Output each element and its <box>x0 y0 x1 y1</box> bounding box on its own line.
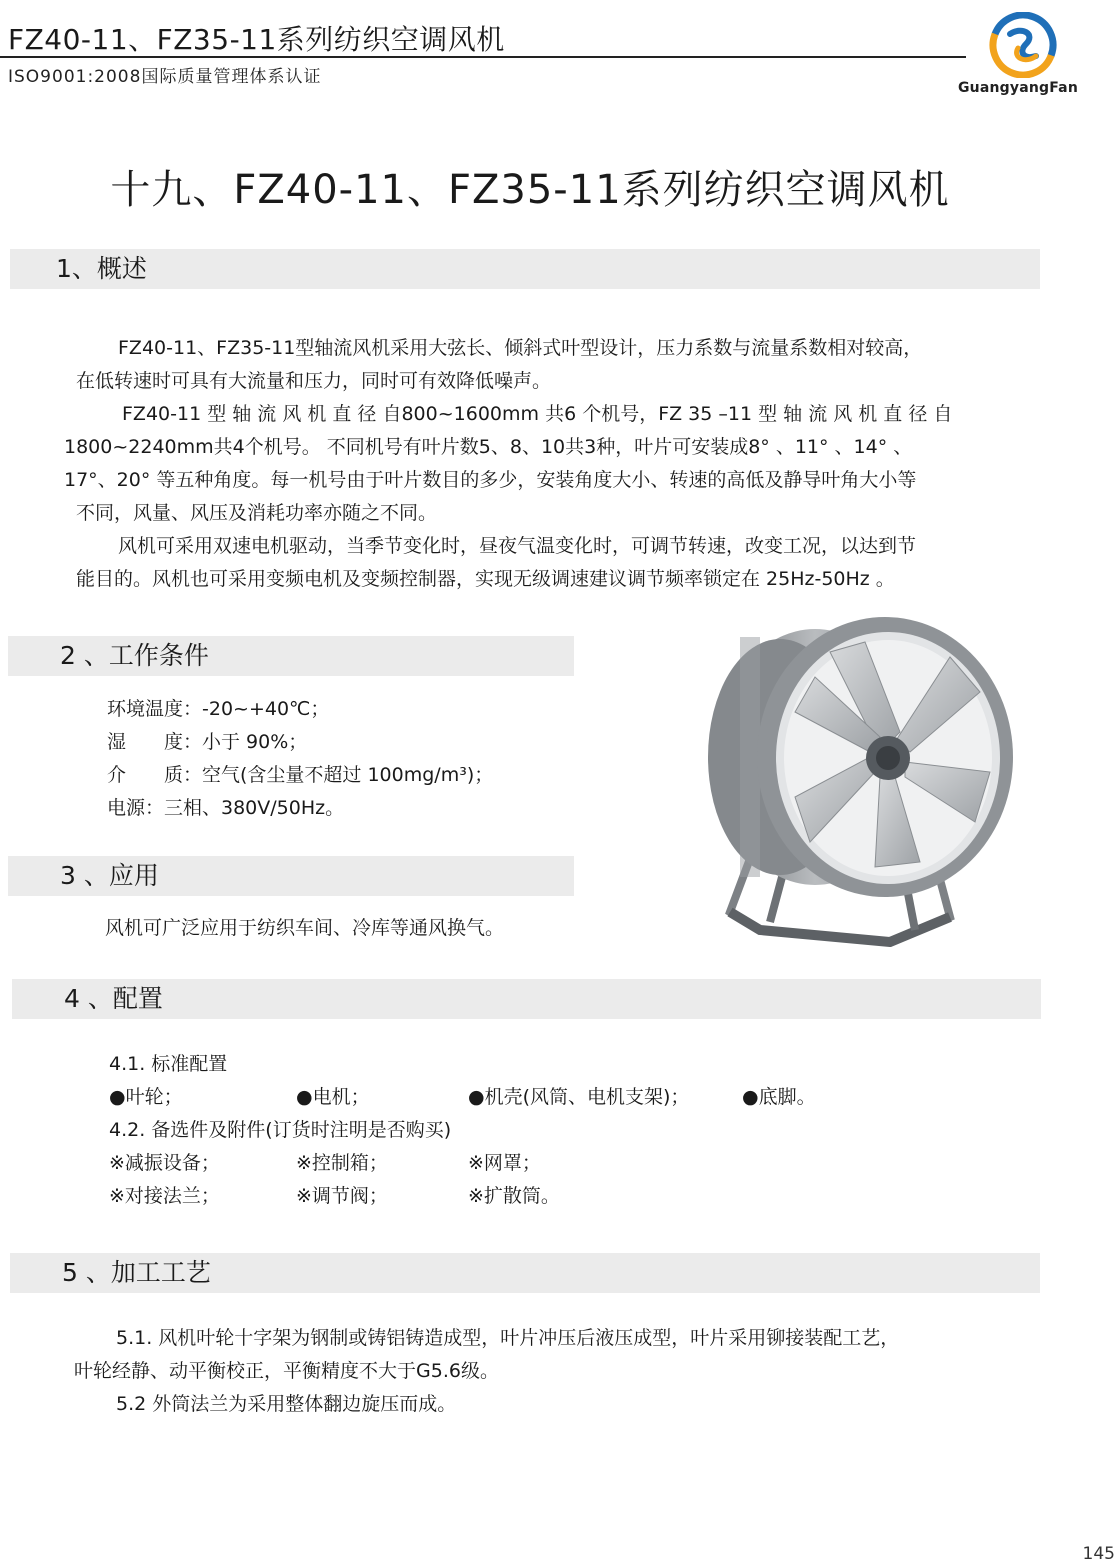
optional-config-item: ※控制箱； <box>296 1152 388 1174</box>
overview-line: FZ40-11、FZ35-11型轴流风机采用大弦长、倾斜式叶型设计，压力系数与流量系数相对较高， <box>118 337 923 359</box>
overview-line: 能目的。风机也可采用变频电机及变频控制器，实现无级调速建议调节频率锁定在 25Hz-50Hz 。 <box>76 568 895 590</box>
standard-config-item: ●电机； <box>296 1086 370 1108</box>
process-text <box>0 1322 1119 1421</box>
process-line: 叶轮经静、动平衡校正，平衡精度不大于G5.6级。 <box>74 1360 499 1382</box>
section-heading-application: 3 、应用 <box>60 861 159 890</box>
header-title: FZ40-11、FZ35-11系列纺织空调风机 <box>8 23 505 56</box>
page-title: 十九、FZ40-11、FZ35-11系列纺织空调风机 <box>110 167 950 213</box>
header-subtitle: ISO9001:2008国际质量管理体系认证 <box>8 67 322 87</box>
application-text: 风机可广泛应用于纺织车间、冷库等通风换气。 <box>105 917 505 939</box>
standard-config-item: ●叶轮； <box>109 1086 183 1108</box>
optional-config-title: 4.2. 备选件及附件(订货时注明是否购买) <box>109 1119 452 1141</box>
overview-line: 1800~2240mm共4个机号。 不同机号有叶片数5、8、10共3种，叶片可安装成8° 、11° 、14° 、 <box>64 436 913 458</box>
optional-config-item: ※网罩； <box>468 1152 541 1174</box>
conditions-list <box>107 693 493 825</box>
overview-line: FZ40-11 型 轴 流 风 机 直 径 自800~1600mm 共6 个机号，FZ 35 –11 型 轴 流 风 机 直 径 自 <box>122 403 953 425</box>
section-bar-application <box>8 856 574 896</box>
overview-line: 17°、20° 等五种角度。每一机号由于叶片数目的多少，安装角度大小、转速的高低及静导叶角大小等 <box>64 469 917 491</box>
overview-text <box>0 332 1119 596</box>
section-bar-process <box>10 1253 1040 1293</box>
page-number: 145 <box>1082 1544 1115 1564</box>
logo-text: GuangyangFan <box>957 80 1078 96</box>
optional-config-item: ※减振设备； <box>109 1152 220 1174</box>
section-heading-process: 5 、加工工艺 <box>62 1258 211 1287</box>
guangyang-logo-icon <box>978 12 1068 78</box>
overview-line: 不同，风量、风压及消耗功率亦随之不同。 <box>76 502 438 524</box>
condition-item: 湿 度：小于 90%； <box>107 731 308 753</box>
overview-line: 风机可采用双速电机驱动，当季节变化时，昼夜气温变化时，可调节转速，改变工况，以达到节 <box>118 535 917 557</box>
process-line: 5.2 外筒法兰为采用整体翻边旋压而成。 <box>116 1393 457 1415</box>
section-bar-configuration <box>12 979 1041 1019</box>
condition-item: 环境温度：-20~+40℃； <box>107 698 330 720</box>
standard-config-title: 4.1. 标准配置 <box>109 1053 228 1075</box>
axial-fan-image <box>700 612 1020 947</box>
section-heading-overview: 1、概述 <box>56 254 147 283</box>
standard-config-item: ●机壳(风筒、电机支架)； <box>468 1086 690 1108</box>
section-bar-conditions <box>8 636 574 676</box>
condition-item: 电源：三相、380V/50Hz。 <box>107 797 345 819</box>
section-heading-conditions: 2 、工作条件 <box>60 641 209 670</box>
standard-config-item: ●底脚。 <box>742 1086 816 1108</box>
section-bar-overview <box>10 249 1040 289</box>
process-line: 5.1. 风机叶轮十字架为钢制或铸铝铸造成型，叶片冲压后液压成型，叶片采用铆接装配工艺， <box>116 1327 900 1349</box>
header-rule <box>0 56 966 58</box>
condition-item: 介 质：空气(含尘量不超过 100mg/m³)； <box>107 764 494 786</box>
optional-config-item: ※对接法兰； <box>109 1185 220 1207</box>
optional-config-item: ※扩散筒。 <box>468 1185 560 1207</box>
optional-config-item: ※调节阀； <box>296 1185 388 1207</box>
overview-line: 在低转速时可具有大流量和压力，同时可有效降低噪声。 <box>76 370 552 392</box>
section-heading-configuration: 4 、配置 <box>64 984 163 1013</box>
